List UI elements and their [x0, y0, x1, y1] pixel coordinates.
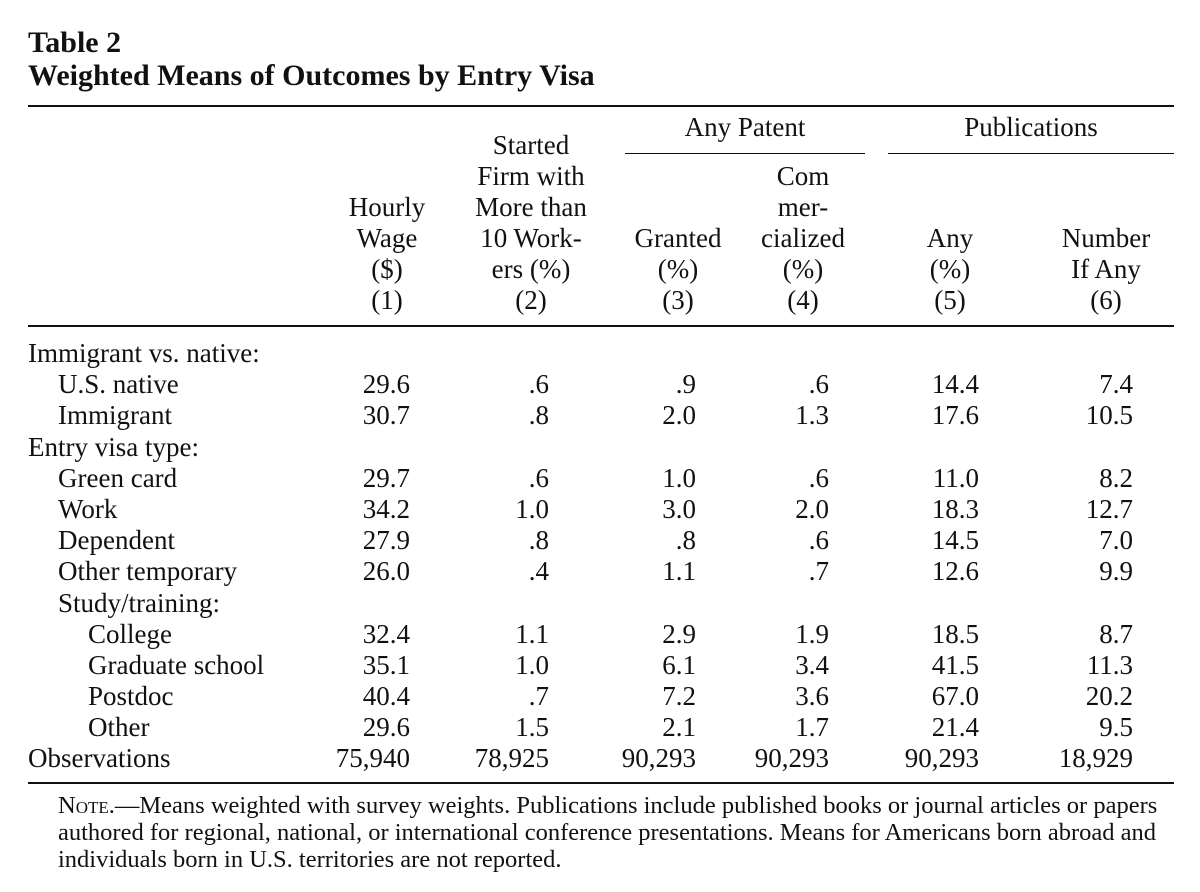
- cell-col-4: 90,293: [754, 743, 829, 774]
- cell-col-1: 27.9: [362, 525, 410, 556]
- row-label: Observations: [28, 743, 171, 774]
- cell-col-6: 8.2: [1099, 462, 1133, 493]
- table-row: [28, 556, 1174, 587]
- row-label: Work: [58, 493, 118, 524]
- cell-col-3: 1.0: [662, 462, 696, 493]
- column-header-6-line: Number: [1061, 223, 1151, 253]
- cell-col-5: 21.4: [931, 712, 979, 743]
- cell-col-6: 10.5: [1085, 400, 1133, 431]
- cell-col-1: 75,940: [335, 743, 410, 774]
- column-header-5-line: Any: [926, 223, 974, 253]
- cell-col-3: 1.1: [662, 556, 696, 587]
- column-header-1-line: Hourly: [348, 192, 426, 222]
- row-label: Postdoc: [88, 681, 174, 712]
- row-label: College: [88, 618, 172, 649]
- cell-col-6: 11.3: [1086, 649, 1133, 680]
- table-row: [28, 463, 1174, 494]
- cell-col-6: 20.2: [1085, 681, 1133, 712]
- row-label: U.S. native: [58, 369, 179, 400]
- column-header-2-line: ers (%): [491, 254, 571, 284]
- cell-col-5: 14.5: [931, 525, 979, 556]
- cell-col-6: 8.7: [1099, 618, 1133, 649]
- cell-col-3: 2.1: [662, 712, 696, 743]
- cell-col-1: 30.7: [362, 400, 410, 431]
- column-header-3-line: (%): [657, 254, 699, 284]
- table-row: [28, 432, 1174, 463]
- cell-col-2: 1.0: [515, 649, 549, 680]
- cell-col-5: 12.6: [931, 556, 979, 587]
- cell-col-2: .8: [528, 400, 549, 431]
- cell-col-1: 35.1: [362, 649, 410, 680]
- cell-col-3: 2.0: [662, 400, 696, 431]
- cell-col-6: 7.0: [1099, 525, 1133, 556]
- header-rule: [28, 325, 1174, 327]
- cell-col-5: 17.6: [931, 400, 979, 431]
- any-patent-rule: [625, 153, 865, 154]
- cell-col-4: 3.6: [795, 681, 829, 712]
- table-row: [28, 494, 1174, 525]
- cell-col-6: 12.7: [1085, 493, 1133, 524]
- cell-col-6: 7.4: [1099, 369, 1133, 400]
- group-header-publications: Publications: [964, 112, 1098, 142]
- table-title: Weighted Means of Outcomes by Entry Visa: [28, 59, 595, 92]
- table-body: [28, 338, 1174, 775]
- table-page: [28, 26, 1174, 873]
- cell-col-4: 1.3: [795, 400, 829, 431]
- cell-col-2: .7: [528, 681, 549, 712]
- cell-col-4: .7: [808, 556, 829, 587]
- column-header-4-line: (%): [782, 254, 824, 284]
- cell-col-3: .9: [675, 369, 696, 400]
- table-row: [28, 712, 1174, 743]
- column-header-3-line: (3): [662, 285, 694, 315]
- row-label: Green card: [58, 462, 178, 493]
- publications-rule: [888, 153, 1174, 154]
- cell-col-5: 41.5: [931, 649, 979, 680]
- table-row: [28, 681, 1174, 712]
- row-label: Other temporary: [58, 556, 238, 587]
- cell-col-5: 11.0: [932, 462, 979, 493]
- cell-col-1: 26.0: [362, 556, 410, 587]
- cell-col-2: .6: [528, 462, 549, 493]
- row-label: Immigrant vs. native:: [28, 338, 260, 368]
- cell-col-5: 14.4: [931, 369, 979, 400]
- cell-col-2: 78,925: [474, 743, 549, 774]
- column-header-2-line: (2): [515, 285, 547, 315]
- bottom-rule: [28, 782, 1174, 784]
- column-header-1-line: (1): [371, 285, 403, 315]
- cell-col-3: .8: [675, 525, 696, 556]
- cell-col-4: 2.0: [795, 493, 829, 524]
- row-label: Other: [88, 712, 150, 743]
- cell-col-5: 90,293: [904, 743, 979, 774]
- table-row: [28, 525, 1174, 556]
- column-header-2-line: More than: [475, 192, 587, 222]
- cell-col-1: 32.4: [362, 618, 410, 649]
- column-header-2-line: 10 Work-: [480, 223, 582, 253]
- table-row: [28, 400, 1174, 431]
- row-label: Graduate school: [88, 649, 265, 680]
- cell-col-6: 9.9: [1099, 556, 1133, 587]
- cell-col-1: 29.6: [362, 369, 410, 400]
- cell-col-2: 1.0: [515, 493, 549, 524]
- cell-col-3: 6.1: [662, 649, 696, 680]
- cell-col-2: 1.5: [515, 712, 549, 743]
- cell-col-2: 1.1: [515, 618, 549, 649]
- column-header-2-line: Started: [492, 130, 570, 160]
- cell-col-1: 40.4: [362, 681, 410, 712]
- group-header-any-patent: Any Patent: [684, 112, 806, 142]
- row-label: Immigrant: [58, 400, 172, 431]
- note-lead: Note.: [58, 792, 115, 819]
- cell-col-3: 90,293: [621, 743, 696, 774]
- cell-col-3: 3.0: [662, 493, 696, 524]
- cell-col-4: .6: [808, 525, 829, 556]
- cell-col-1: 29.7: [362, 462, 410, 493]
- cell-col-5: 18.5: [931, 618, 979, 649]
- cell-col-1: 29.6: [362, 712, 410, 743]
- top-rule: [28, 105, 1174, 107]
- cell-col-5: 67.0: [931, 681, 979, 712]
- column-header-4-line: cialized: [761, 223, 845, 253]
- column-header-3-line: Granted: [634, 223, 722, 253]
- cell-col-1: 34.2: [362, 493, 410, 524]
- table-row: [28, 369, 1174, 400]
- cell-col-4: .6: [808, 369, 829, 400]
- column-header-6-line: If Any: [1071, 254, 1141, 284]
- cell-col-4: 1.9: [795, 618, 829, 649]
- cell-col-6: 9.5: [1099, 712, 1133, 743]
- cell-col-4: .6: [808, 462, 829, 493]
- cell-col-2: .4: [528, 556, 549, 587]
- column-header-5-line: (5): [934, 285, 966, 315]
- cell-col-2: .8: [528, 525, 549, 556]
- table-label: Table 2: [28, 26, 122, 59]
- cell-col-6: 18,929: [1058, 743, 1133, 774]
- cell-col-3: 7.2: [662, 681, 696, 712]
- table-row: [28, 650, 1174, 681]
- column-header-4-line: mer-: [777, 192, 829, 222]
- row-label: Dependent: [58, 525, 175, 556]
- row-label: Study/training:: [58, 587, 220, 618]
- table-note: [28, 792, 1174, 873]
- column-header-4-line: Com: [776, 161, 830, 191]
- table-row: [28, 338, 1174, 369]
- cell-col-3: 2.9: [662, 618, 696, 649]
- column-header-2-line: Firm with: [477, 161, 585, 191]
- cell-col-4: 1.7: [795, 712, 829, 743]
- table-row: [28, 743, 1174, 774]
- column-header-5-line: (%): [929, 254, 971, 284]
- column-header-1-line: ($): [371, 254, 403, 284]
- column-header-1-line: Wage: [356, 223, 418, 253]
- cell-col-2: .6: [528, 369, 549, 400]
- table-row: [28, 619, 1174, 650]
- cell-col-5: 18.3: [931, 493, 979, 524]
- column-header-4-line: (4): [787, 285, 819, 315]
- row-label: Entry visa type:: [28, 431, 199, 462]
- note-text: —Means weighted with survey weights. Publications include published books or journal articles or papers authored for regional, national, or international conference presentations. Means for Americans born abroad and individuals born in U.S. territories are not reported.: [58, 792, 1158, 873]
- column-header-6-line: (6): [1090, 285, 1122, 315]
- cell-col-4: 3.4: [795, 649, 829, 680]
- table-row: [28, 588, 1174, 619]
